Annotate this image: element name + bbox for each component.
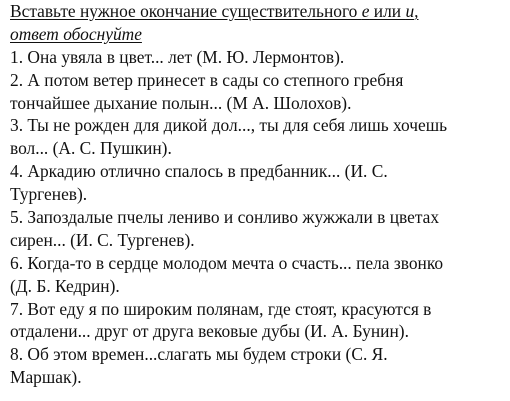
title-conjunction: или: [369, 1, 406, 21]
exercise-line: Тургенев).: [10, 184, 88, 205]
exercise-title-line-2: [10, 23, 506, 46]
exercise-line: сирен... (И. С. Тургенев).: [10, 229, 195, 250]
exercise-line: 5. Запоздалые пчелы лениво и сонливо жужжали в цветах: [10, 207, 440, 228]
title-letter-e: е: [361, 1, 370, 21]
exercise-line: (Д. Б. Кедрин).: [10, 275, 120, 296]
exercise-document: [10, 0, 506, 389]
title-letter-i: и: [405, 1, 415, 21]
exercise-line: 6. Когда-то в сердце молодом мечта о счасть... пела звонко: [10, 252, 444, 273]
exercise-line: 2. А потом ветер принесет в сады со степного гребня: [10, 69, 404, 90]
exercise-line: 1. Она увяла в цвет... лет (М. Ю. Лермонтов).: [10, 46, 345, 67]
exercise-line: 4. Аркадию отлично спалось в предбанник... (И. С.: [10, 161, 388, 182]
exercise-line: 7. Вот еду я по широким полянам, где стоят, красуются в: [10, 298, 432, 319]
exercise-line: Маршак).: [10, 367, 82, 388]
exercise-line: отдалени... друг от друга вековые дубы (И. А. Бунин).: [10, 321, 409, 342]
exercise-line: тончайшее дыхание полын... (М А. Шолохов).: [10, 92, 352, 113]
exercise-line: 8. Об этом времен...слагать мы будем строки (С. Я.: [10, 344, 388, 365]
title-comma: ,: [414, 1, 419, 21]
title-instruction: ответ обоснуйте: [10, 23, 142, 44]
title-text: Вставьте нужное окончание существительного: [10, 1, 362, 21]
exercise-line: вол... (А. С. Пушкин).: [10, 138, 172, 159]
exercise-line: 3. Ты не рожден для дикой дол..., ты для себя лишь хочешь: [10, 115, 448, 136]
exercise-title-line-1: [10, 0, 506, 23]
